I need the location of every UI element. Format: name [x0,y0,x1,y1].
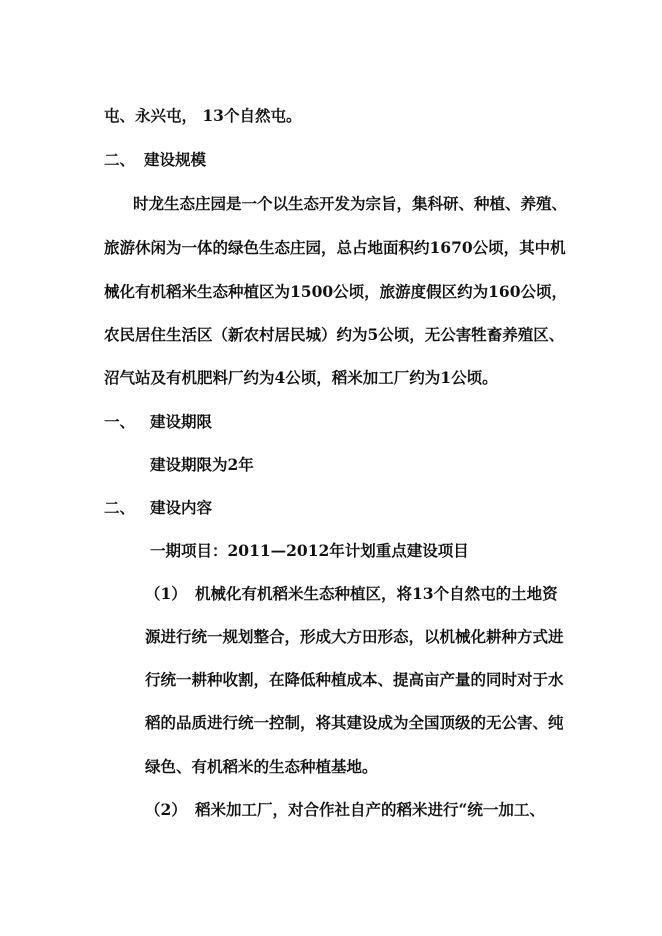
section-number: 二、 [104,150,136,169]
paragraph-line: 时龙生态庄园是一个以生态开发为宗旨，集科研、种植、养殖、 [133,194,568,213]
section-title: 建设期限 [150,412,213,431]
list-item-line: 源进行统一规划整合，形成大方田形态，以机械化耕种方式进 [145,627,564,646]
phase-heading: 一期项目：2011—2012年计划重点建设项目 [150,541,469,560]
section-title: 建设规模 [144,150,207,169]
section-heading-content [104,498,212,518]
list-item-line: 稻的品质进行统一控制，将其建设成为全国顶级的无公害、纯 [145,713,564,732]
section-heading-scale [104,150,206,170]
period-text: 建设期限为2年 [150,455,254,474]
section-number: 二、 [104,498,136,517]
list-item-line: 绿色、有机稻米的生态种植基地。 [145,757,378,776]
paragraph-line: 沼气站及有机肥料厂约为4公顷，稻米加工厂约为1公顷。 [104,368,498,387]
list-item-line: 行统一耕种收割，在降低种植成本、提高亩产量的同时对于水 [145,670,564,689]
list-item-line: （1） 机械化有机稻米生态种植区，将13个自然屯的土地资 [145,584,558,603]
list-item-line: （2） 稻米加工厂，对合作社自产的稻米进行“统一加工、 [145,800,545,819]
section-title: 建设内容 [150,498,213,517]
item-number: （1） [145,584,187,603]
section-number: 一、 [104,412,136,431]
continuation-line: 屯、永兴屯， 13个自然屯。 [104,106,302,125]
section-heading-period [104,412,212,432]
paragraph-line: 械化有机稻米生态种植区为1500公顷，旅游度假区约为160公顷， [104,282,567,301]
paragraph-line: 旅游休闲为一体的绿色生态庄园，总占地面积约1670公顷，其中机 [104,238,566,257]
item-number: （2） [145,800,187,819]
paragraph-line: 农民居住生活区（新农村居民城）约为5公顷，无公害牲畜养殖区、 [104,325,565,344]
